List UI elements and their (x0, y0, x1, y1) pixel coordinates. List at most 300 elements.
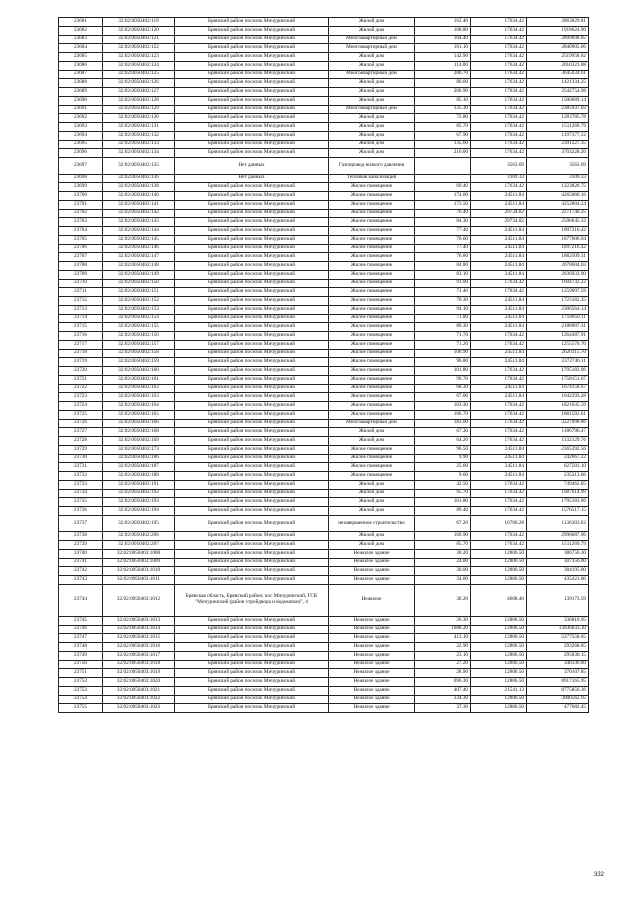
cadastral-number: 32:02:0050402:130 (103, 114, 175, 123)
cadastral-value: 1604732.22 (527, 279, 589, 288)
row-number: 23739 (59, 541, 103, 550)
cadastral-value: 1897216.42 (527, 244, 589, 253)
object-type: Жилое помещение (329, 384, 415, 393)
cadastral-value: 3000562.95 (527, 695, 589, 704)
cadastral-number: 32:02:0050402:121 (103, 35, 175, 44)
cadastral-number: 32:02:0050402:206 (103, 532, 175, 541)
object-type: Жилое помещение (329, 218, 415, 227)
address: Брянский район поселок Мичуринский (175, 358, 329, 367)
cadastral-value: 2519958.62 (527, 53, 589, 62)
cadastral-value: 1642293.28 (527, 393, 589, 402)
cadastral-number: 32:02:0050403:1023 (103, 704, 175, 713)
area: 25.60 (415, 463, 471, 472)
table-row (59, 384, 589, 393)
row-number: 23684 (59, 44, 103, 53)
specific-value: 24511.84 (471, 314, 527, 323)
row-number: 23745 (59, 616, 103, 625)
cadastral-value: 2188907.31 (527, 323, 589, 332)
table-row (59, 96, 589, 105)
specific-value: 29734.82 (471, 218, 527, 227)
row-number: 23714 (59, 314, 103, 323)
table-row (59, 576, 589, 585)
cadastral-value: 2840905.06 (527, 44, 589, 53)
area (415, 158, 471, 175)
row-number: 23698 (59, 174, 103, 183)
row-number: 23751 (59, 669, 103, 678)
table-row (59, 419, 589, 428)
area: 71.40 (415, 288, 471, 297)
cadastral-number: 32:02:0050402:132 (103, 131, 175, 140)
row-number: 23700 (59, 192, 103, 201)
cadastral-value: 1259097.59 (527, 288, 589, 297)
specific-value: 17634.42 (471, 88, 527, 97)
cadastral-value: 1897216.42 (527, 227, 589, 236)
table-row (59, 123, 589, 132)
row-number: 23713 (59, 305, 103, 314)
specific-value: 24511.84 (471, 200, 527, 209)
table-row (59, 79, 589, 88)
cadastral-number: 32:02:0050403:1017 (103, 651, 175, 660)
cadastral-number: 32:02:0050402:142 (103, 209, 175, 218)
cadastral-value: 3227098.86 (527, 419, 589, 428)
cadastral-number: 32:02:0050403:1015 (103, 634, 175, 643)
row-number: 23690 (59, 96, 103, 105)
table-row (59, 314, 589, 323)
address: Брянский район поселок Мичуринский (175, 26, 329, 35)
address: Брянский район поселок Мичуринский (175, 18, 329, 27)
object-type: Жилое помещение (329, 472, 415, 481)
address: Брянский район поселок Мичуринский (175, 384, 329, 393)
specific-value: 17634.42 (471, 340, 527, 349)
object-type: Жилое помещение (329, 262, 415, 271)
area: 26.30 (415, 616, 471, 625)
object-type: Газопровод низкого давления (329, 158, 415, 175)
cadastral-value: 2385937.03 (527, 105, 589, 114)
table-row (59, 149, 589, 158)
row-number: 23744 (59, 584, 103, 616)
cadastral-value: 3645034.61 (527, 70, 589, 79)
address: Брянский район поселок Мичуринский (175, 200, 329, 209)
specific-value: 24511.84 (471, 393, 527, 402)
specific-value: 12806.50 (471, 678, 527, 687)
area: 67.00 (415, 393, 471, 402)
object-type: Жилое помещение (329, 349, 415, 358)
cadastral-number: 32:02:0050402:131 (103, 123, 175, 132)
table-row (59, 305, 589, 314)
table-row (59, 634, 589, 643)
cadastral-value: 1821635.59 (527, 402, 589, 411)
cadastral-value: 1500689.14 (527, 96, 589, 105)
cadastral-number: 32:02:0050402:120 (103, 26, 175, 35)
specific-value: 17634.42 (471, 18, 527, 27)
table-row (59, 445, 589, 454)
address: Брянский район поселок Мичуринский (175, 393, 329, 402)
table-row (59, 297, 589, 306)
area: 77.40 (415, 244, 471, 253)
cadastral-number: 32:02:0050402:173 (103, 445, 175, 454)
table-row (59, 140, 589, 149)
row-number: 23693 (59, 123, 103, 132)
address: Брянский район поселок Мичуринский (175, 472, 329, 481)
object-type: Нежилое здание (329, 634, 415, 643)
object-type: Тепловая канализация (329, 174, 415, 183)
row-number: 23682 (59, 26, 103, 35)
row-number: 23735 (59, 498, 103, 507)
specific-value: 24511.84 (471, 244, 527, 253)
table-row (59, 686, 589, 695)
cadastral-number: 32:02:0050403:1018 (103, 660, 175, 669)
object-type: Жилой дом (329, 532, 415, 541)
address: Брянский район поселок Мичуринский (175, 253, 329, 262)
table-row (59, 88, 589, 97)
specific-value: 17634.42 (471, 183, 527, 192)
object-type: Нежилое (329, 584, 415, 616)
row-number: 23703 (59, 218, 103, 227)
object-type: Жилое помещение (329, 332, 415, 341)
object-type: Нежилое здание (329, 704, 415, 713)
address: Брянский район поселок Мичуринский (175, 576, 329, 585)
cadastral-number: 32:02:0050403:1011 (103, 576, 175, 585)
address: Брянский район поселок Мичуринский (175, 70, 329, 79)
cadastral-number: 32:02:0050402:191 (103, 480, 175, 489)
cadastral-number: 32:02:0050402:169 (103, 437, 175, 446)
object-type: Жилое помещение (329, 253, 415, 262)
row-number: 23687 (59, 70, 103, 79)
cadastral-number: 32:02:0050402:119 (103, 18, 175, 27)
specific-value: 24511.84 (471, 270, 527, 279)
cadastral-number: 32:02:0050402:165 (103, 410, 175, 419)
cadastral-number: 32:02:0050402:129 (103, 105, 175, 114)
area: 91.00 (415, 279, 471, 288)
address: Брянский район поселок Мичуринский (175, 105, 329, 114)
object-type: Нежилое здание (329, 643, 415, 652)
address: Брянский район поселок Мичуринский (175, 131, 329, 140)
area: 24.00 (415, 558, 471, 567)
table-row (59, 428, 589, 437)
cadastral-number: 32:02:0050402:187 (103, 463, 175, 472)
specific-value: 24511.84 (471, 463, 527, 472)
specific-value: 17634.42 (471, 35, 527, 44)
area: 71.70 (415, 332, 471, 341)
table-row (59, 192, 589, 201)
area: 64.20 (415, 437, 471, 446)
specific-value: 16760.28 (471, 515, 527, 532)
cadastral-value: 3703228.20 (527, 149, 589, 158)
specific-value: 17634.42 (471, 61, 527, 70)
area: 174.00 (415, 192, 471, 201)
object-type: Жилой дом (329, 61, 415, 70)
table-row (59, 549, 589, 558)
address: Брянский район поселок Мичуринский (175, 454, 329, 463)
cadastral-value: 139173.59 (527, 584, 589, 616)
row-number: 23732 (59, 472, 103, 481)
object-type: Жилой дом (329, 428, 415, 437)
table-row (59, 70, 589, 79)
row-number: 23708 (59, 262, 103, 271)
area: 96.80 (415, 358, 471, 367)
area: 85.70 (415, 541, 471, 550)
area: 99.70 (415, 375, 471, 384)
row-number: 23681 (59, 18, 103, 27)
specific-value: 12806.50 (471, 704, 527, 713)
row-number: 23736 (59, 507, 103, 516)
address: Брянский район поселок Мичуринский (175, 410, 329, 419)
specific-value: 24511.84 (471, 454, 527, 463)
address: Брянский район поселок Мичуринский (175, 183, 329, 192)
specific-value: 29734.82 (471, 209, 527, 218)
cadastral-value: 1758151.67 (527, 375, 589, 384)
table-row (59, 253, 589, 262)
cadastral-value: 1881592.61 (527, 410, 589, 419)
cadastral-value: 1264387.91 (527, 332, 589, 341)
specific-value: 17634.42 (471, 123, 527, 132)
address: Нет данных (175, 174, 329, 183)
row-number: 23720 (59, 367, 103, 376)
cadastral-value: 477682.45 (527, 704, 589, 713)
specific-value: 12806.50 (471, 651, 527, 660)
table-row (59, 340, 589, 349)
row-number: 23717 (59, 340, 103, 349)
address: Брянский район поселок Мичуринский (175, 332, 329, 341)
cadastral-value: 2010323.88 (527, 61, 589, 70)
address: Брянский район поселок Мичуринский (175, 660, 329, 669)
table-row (59, 114, 589, 123)
specific-value: 24511.84 (471, 192, 527, 201)
address: Брянский район поселок Мичуринский (175, 227, 329, 236)
object-type: Жилое помещение (329, 402, 415, 411)
specific-value: 17634.42 (471, 140, 527, 149)
table-row (59, 498, 589, 507)
table-row (59, 541, 589, 550)
object-type: Жилое помещение (329, 410, 415, 419)
cadastral-number: 32:02:0050403:1019 (103, 669, 175, 678)
area: 71.80 (415, 314, 471, 323)
area: 89.30 (415, 323, 471, 332)
cadastral-value: 1186796.47 (527, 428, 589, 437)
address: Брянская область, Брянский район, пос Мичуринский, ГСК "Мичуринский (район стройдвора и водокачки)", 4 (175, 584, 329, 616)
area: 23.10 (415, 651, 471, 660)
row-number: 23719 (59, 358, 103, 367)
cadastral-number: 32:02:0050402:148 (103, 262, 175, 271)
table-row (59, 558, 589, 567)
cadastral-value: 384195.00 (527, 567, 589, 576)
cadastral-number: 32:02:0050402:136 (103, 174, 175, 183)
cadastral-number: 32:02:0050402:152 (103, 297, 175, 306)
specific-value: 17634.42 (471, 489, 527, 498)
row-number: 23755 (59, 704, 103, 713)
table-row (59, 695, 589, 704)
specific-value: 12806.50 (471, 625, 527, 634)
row-number: 23686 (59, 61, 103, 70)
specific-value: 17634.42 (471, 53, 527, 62)
address: Брянский район поселок Мичуринский (175, 270, 329, 279)
object-type: Жилой дом (329, 79, 415, 88)
address: Брянский район поселок Мичуринский (175, 209, 329, 218)
area: 95.70 (415, 489, 471, 498)
cadastral-number: 32:02:0050402:149 (103, 270, 175, 279)
address: Брянский район поселок Мичуринский (175, 541, 329, 550)
cadastral-number: 32:02:0050403:1022 (103, 695, 175, 704)
cadastral-number: 32:02:0050402:166 (103, 419, 175, 428)
area: 200.90 (415, 88, 471, 97)
table-row (59, 279, 589, 288)
area: 68.30 (415, 384, 471, 393)
address: Брянский район поселок Мичуринский (175, 428, 329, 437)
object-type: Жилое помещение (329, 297, 415, 306)
row-number: 23729 (59, 445, 103, 454)
specific-value: 17634.42 (471, 105, 527, 114)
table-row (59, 53, 589, 62)
row-number: 23749 (59, 651, 103, 660)
row-number: 23692 (59, 114, 103, 123)
object-type: Жилое помещение (329, 270, 415, 279)
cadastral-value: 2620315.70 (527, 349, 589, 358)
area: 161.10 (415, 44, 471, 53)
address: Брянский район поселок Мичуринский (175, 192, 329, 201)
address: Брянский район поселок Мичуринский (175, 149, 329, 158)
address: Брянский район поселок Мичуринский (175, 634, 329, 643)
table-row (59, 454, 589, 463)
cadastral-value: 1421334.25 (527, 79, 589, 88)
object-type: Нежилое здание (329, 651, 415, 660)
cadastral-value: 1795183.96 (527, 498, 589, 507)
address: Брянский район поселок Мичуринский (175, 218, 329, 227)
address: Брянский район поселок Мичуринский (175, 123, 329, 132)
cadastral-value: 1223828.75 (527, 183, 589, 192)
object-type: Жилое помещение (329, 183, 415, 192)
cadastral-number: 32:02:0050402:164 (103, 402, 175, 411)
row-number: 23725 (59, 410, 103, 419)
specific-value: 17634.42 (471, 279, 527, 288)
row-number: 23709 (59, 270, 103, 279)
cadastral-value: 348336.80 (527, 660, 589, 669)
cadastral-value: 1687614.99 (527, 489, 589, 498)
row-number: 23741 (59, 558, 103, 567)
object-type: Жилое помещение (329, 279, 415, 288)
object-type: Жилой дом (329, 541, 415, 550)
area: 30.20 (415, 584, 471, 616)
table-row (59, 660, 589, 669)
address: Брянский район поселок Мичуринский (175, 558, 329, 567)
cadastral-number: 32:02:0050402:161 (103, 375, 175, 384)
table-row (59, 270, 589, 279)
row-number: 23754 (59, 695, 103, 704)
cadastral-number: 32:02:0050402:155 (103, 323, 175, 332)
specific-value: 24511.84 (471, 472, 527, 481)
cadastral-number: 32:02:0050402:207 (103, 541, 175, 550)
row-number: 23740 (59, 549, 103, 558)
address: Брянский район поселок Мичуринский (175, 314, 329, 323)
cadastral-number: 32:02:0050402:123 (103, 53, 175, 62)
cadastral-number: 32:02:0050403:1014 (103, 625, 175, 634)
specific-value: 17634.42 (471, 131, 527, 140)
cadastral-value: 1136303.62 (527, 515, 589, 532)
cadastral-number: 32:02:0050402:186 (103, 454, 175, 463)
row-number: 23752 (59, 678, 103, 687)
address: Брянский район поселок Мичуринский (175, 616, 329, 625)
specific-value: 12806.50 (471, 549, 527, 558)
table-row (59, 158, 589, 175)
area: 77.40 (415, 227, 471, 236)
address: Брянский район поселок Мичуринский (175, 567, 329, 576)
object-type: Многоквартирный дом (329, 70, 415, 79)
specific-value: 24511.84 (471, 253, 527, 262)
specific-value: 21541.13 (471, 686, 527, 695)
address: Брянский район поселок Мичуринский (175, 375, 329, 384)
address: Брянский район поселок Мичуринский (175, 235, 329, 244)
table-row (59, 227, 589, 236)
area: 234.30 (415, 695, 471, 704)
object-type: Жилое помещение (329, 323, 415, 332)
specific-value: 17634.42 (471, 96, 527, 105)
table-row (59, 669, 589, 678)
object-type: Жилое помещение (329, 375, 415, 384)
row-number: 23742 (59, 567, 103, 576)
area: 696.30 (415, 678, 471, 687)
table-row (59, 105, 589, 114)
specific-value: 12806.50 (471, 695, 527, 704)
cadastral-value: 2372746.11 (527, 358, 589, 367)
specific-value: 12806.50 (471, 669, 527, 678)
table-row (59, 35, 589, 44)
table-row (59, 209, 589, 218)
row-number: 23747 (59, 634, 103, 643)
table-row (59, 244, 589, 253)
cadastral-value: 3542754.98 (527, 88, 589, 97)
row-number: 23707 (59, 253, 103, 262)
table-row (59, 515, 589, 532)
area: 83.10 (415, 270, 471, 279)
area: 22.90 (415, 643, 471, 652)
cadastral-value: 2036933.90 (527, 270, 589, 279)
row-number: 23688 (59, 79, 103, 88)
object-type: Жилой дом (329, 53, 415, 62)
object-type: Нежилое здание (329, 558, 415, 567)
object-type: Жилой дом (329, 437, 415, 446)
cadastral-number: 32:02:0050402:193 (103, 498, 175, 507)
address: Брянский район поселок Мичуринский (175, 704, 329, 713)
cadastral-number: 32:02:0050402:195 (103, 515, 175, 532)
object-type: Многоквартирный дом (329, 419, 415, 428)
cadastral-value: 1511269.79 (527, 541, 589, 550)
cadastral-number: 32:02:0050403:1013 (103, 616, 175, 625)
area: 71.20 (415, 340, 471, 349)
area: 9.90 (415, 454, 471, 463)
row-number: 23743 (59, 576, 103, 585)
area: 94.10 (415, 305, 471, 314)
specific-value: 17634.42 (471, 402, 527, 411)
area: 70.30 (415, 297, 471, 306)
object-type: Жилой дом (329, 131, 415, 140)
table-row (59, 507, 589, 516)
cadastral-value: 307356.00 (527, 558, 589, 567)
row-number: 23722 (59, 384, 103, 393)
cadastral-number: 32:02:0050402:140 (103, 192, 175, 201)
object-type: Жилой дом (329, 140, 415, 149)
specific-value: 4608.40 (471, 584, 527, 616)
cadastral-value: 2899098.65 (527, 35, 589, 44)
area: 103.30 (415, 402, 471, 411)
row-number: 23730 (59, 454, 103, 463)
object-type: Жилое помещение (329, 358, 415, 367)
table-row (59, 349, 589, 358)
cadastral-number: 32:02:0050402:135 (103, 158, 175, 175)
cadastral-number: 32:02:0050403:1008 (103, 549, 175, 558)
table-row (59, 358, 589, 367)
cadastral-value: 1723182.35 (527, 297, 589, 306)
address: Брянский район поселок Мичуринский (175, 643, 329, 652)
table-row (59, 489, 589, 498)
